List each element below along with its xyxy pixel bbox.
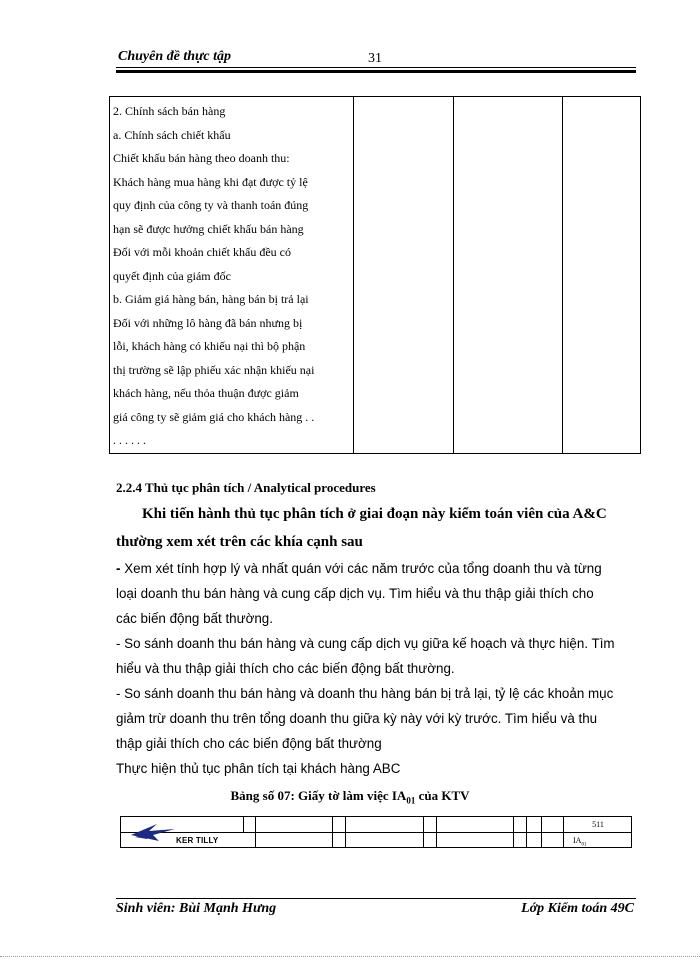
policy-line: quy định của công ty và thanh toán đúng	[113, 198, 309, 212]
policy-line: thị trường sẽ lập phiếu xác nhận khiếu nại	[113, 362, 315, 377]
wp-divider	[345, 817, 346, 847]
intro-line-2: thường xem xét trên các khía cạnh sau	[116, 534, 363, 550]
policy-line: 2. Chính sách bán hàng	[113, 104, 226, 118]
policy-description-cell	[110, 97, 354, 454]
empty-cell-3	[454, 97, 563, 454]
policy-line: hạn sẽ được hưởng chiết khấu bán hàng	[113, 221, 304, 236]
policy-line: lỗi, khách hàng có khiếu nại thì bộ phận	[113, 339, 306, 353]
caption-subscript: 01	[406, 795, 416, 806]
baker-tilly-logo-icon	[129, 821, 179, 843]
page-number: 31	[368, 51, 382, 66]
policy-line: Đối với mỗi khoản chiết khấu đều có	[113, 245, 291, 259]
body-line: Thực hiện thủ tục phân tích tại khách hàng ABC	[116, 761, 401, 776]
sales-policy-table	[109, 96, 641, 454]
body-line: - So sánh doanh thu bán hàng và cung cấp dịch vụ giữa kế hoạch và thực hiện. Tìm	[116, 636, 615, 651]
body-line-text: Xem xét tính hợp lý và nhất quán với các năm trước của tổng doanh thu và từng	[120, 561, 602, 576]
wp-code: 511	[592, 820, 604, 829]
body-paragraphs	[116, 556, 636, 781]
wp-divider	[423, 817, 424, 847]
wp-divider	[332, 817, 333, 847]
working-paper-header-table	[120, 816, 632, 848]
header-title: Chuyên đề thực tập	[118, 49, 232, 64]
caption-suffix: của KTV	[415, 788, 470, 803]
wp-divider	[541, 817, 542, 847]
wp-divider	[526, 817, 527, 847]
intro-paragraph	[116, 500, 646, 556]
footer-rule	[116, 898, 636, 899]
page-header	[116, 46, 636, 70]
wp-reference	[563, 836, 633, 848]
body-line: các biến động bất thường.	[116, 611, 273, 626]
wp-divider	[243, 817, 244, 832]
intro-line-1: Khi tiến hành thủ tục phân tích ở giai đoạn này kiểm toán viên của A&C	[142, 506, 607, 522]
wp-ref-sub: 01	[581, 842, 587, 848]
page-edge	[0, 956, 700, 957]
body-line: hiểu và thu thập giải thích cho các biến động bất thường.	[116, 661, 455, 676]
wp-divider	[513, 817, 514, 847]
wp-divider	[255, 817, 256, 847]
policy-line: khách hàng, nếu thỏa thuận được giảm	[113, 386, 299, 400]
policy-lines	[110, 97, 353, 453]
body-line: loại doanh thu bán hàng và cung cấp dịch vụ. Tìm hiểu và thu thập giải thích cho	[116, 586, 594, 601]
policy-line: a. Chính sách chiết khấu	[113, 127, 231, 142]
policy-line: giá công ty sẽ giảm giá cho khách hàng . .	[113, 409, 315, 424]
wp-row-top	[121, 817, 631, 833]
policy-line: Khách hàng mua hàng khi đạt được tỷ lệ	[113, 174, 308, 189]
empty-cell-2	[354, 97, 454, 454]
policy-line: b. Giảm giá hàng bán, hàng bán bị trả lại	[113, 292, 309, 306]
policy-line: Đối với những lô hàng đã bán nhưng bị	[113, 315, 303, 330]
policy-line: Chiết khấu bán hàng theo doanh thu:	[113, 151, 290, 165]
header-rule-thick	[116, 71, 636, 73]
body-line	[116, 556, 636, 581]
footer-class: Lớp Kiểm toán 49C	[521, 901, 634, 916]
wp-divider	[436, 817, 437, 847]
section-heading: 2.2.4 Thủ tục phân tích / Analytical procedures	[116, 480, 376, 495]
empty-cell-4	[563, 97, 641, 454]
wp-ref-prefix: IA	[573, 836, 582, 845]
bullet-dash: -	[116, 561, 121, 576]
policy-line: quyết định của giám đốc	[113, 268, 231, 283]
body-line: giảm trừ doanh thu trên tổng doanh thu giữa kỳ này với kỳ trước. Tìm hiểu và thu	[116, 711, 598, 726]
logo-text: KER TILLY	[176, 836, 219, 845]
body-line: - So sánh doanh thu bán hàng và doanh thu hàng bán bị trả lại, tỷ lệ các khoản mục	[116, 686, 614, 701]
table-caption	[0, 788, 700, 806]
caption-prefix: Bảng số 07: Giấy tờ làm việc IA	[230, 788, 407, 803]
policy-line: . . . . . .	[113, 433, 146, 447]
footer-student: Sinh viên: Bùi Mạnh Hưng	[116, 901, 277, 916]
body-line: thập giải thích cho các biến động bất thường	[116, 736, 382, 751]
